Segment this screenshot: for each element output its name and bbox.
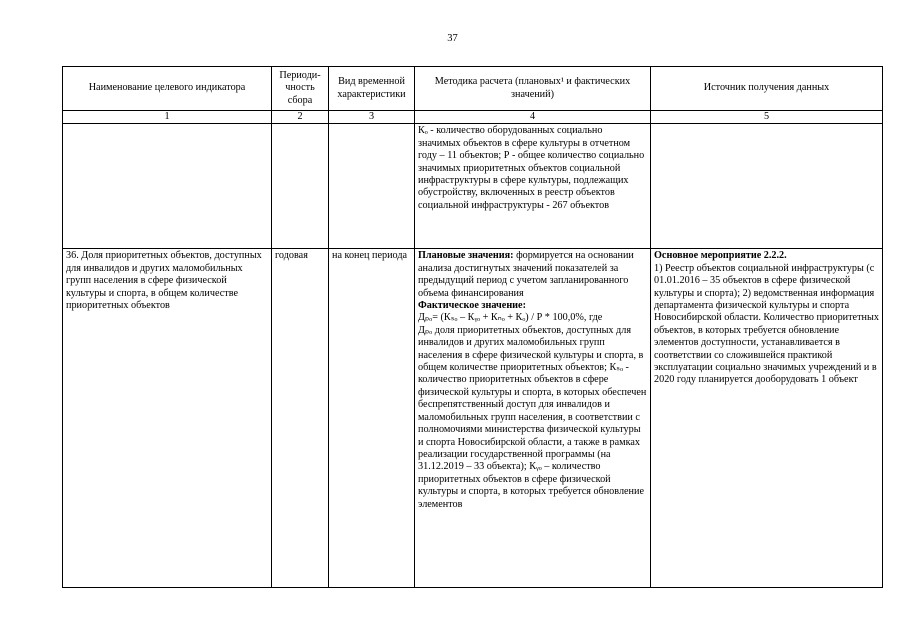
- table-row-indicator-36: [63, 249, 883, 588]
- column-number: 2: [272, 111, 329, 124]
- column-number: 4: [415, 111, 651, 124]
- column-number: 3: [329, 111, 415, 124]
- formula: Дₚₒ= (Кₛₒ – Кᵧₒ + Кₙₒ + Кₒ) / Р * 100,0%, где: [418, 312, 603, 324]
- method-continuation-text: Кₒ - количество оборудованных социально значимых объектов в сфере культуры в отчетном году – 11 объектов; Р - общее количество социально значимых приоритетных объектов социальной инфраструктуры в сфере культуры, подлежащих обустройству, включенных в реестр объектов социальной инфраструктуры - 267 объектов: [415, 124, 651, 249]
- header-data-source: Источник получения данных: [651, 67, 883, 111]
- table-cell: [329, 124, 415, 249]
- header-indicator-name: Наименование целевого индикатора: [63, 67, 272, 111]
- plan-label: Плановые значения:: [418, 250, 514, 262]
- time-characteristic: на конец периода: [329, 249, 415, 588]
- header-time-characteristic: Вид временной характеристики: [329, 67, 415, 111]
- header-calculation-method: Методика расчета (плановых¹ и фактических значений): [415, 67, 651, 111]
- calculation-method: [415, 249, 651, 588]
- main-activity-label: Основное мероприятие 2.2.2.: [654, 250, 787, 262]
- fact-text: Дₚₒ доля приоритетных объектов, доступных для инвалидов и других маломобильных групп населения в сфере физической культуры и спорта, в общем количестве приоритетных объектов; Кₛₒ - количество приоритетных объектов в сфере физической культуры и спорта, в которых обеспечен беспрепятственный доступ для инвалидов и маломобильных групп населения, в соответствии с полномочиями министерства физической культуры и спорта Новосибирской области, а также в рамках реализации государственной программы (на 31.12.2019 – 33 объекта); Кᵧₒ – количество приоритетных объектов в сфере физической культуры и спорта, в которых требуется обновление элементов: [418, 324, 647, 510]
- table-row-continuation: [63, 124, 883, 249]
- column-number: 5: [651, 111, 883, 124]
- data-source-text: 1) Реестр объектов социальной инфраструктуры (с 01.01.2016 – 35 объектов в сфере физической культуры и спорта); 2) ведомственная информация департамента физической культуры и спорта Новосибирской области. Количество приоритетных объектов, в которых требуется обновление элементов доступности, устанавливается в соответствии со сложившейся практикой эксплуатации социально значимых учреждений и в 2020 году планируется дооборудовать 1 объект: [654, 262, 879, 386]
- data-source: [651, 249, 883, 588]
- fact-label: Фактическое значение:: [418, 300, 526, 312]
- column-number: 1: [63, 111, 272, 124]
- indicator-name: 36. Доля приоритетных объектов, доступных для инвалидов и других маломобильных групп населения в сфере физической культуры и спорта, в общем количестве приоритетных объектов: [63, 249, 272, 588]
- table-header-row: [63, 67, 883, 111]
- header-periodicity: Периодичность сбора: [272, 67, 329, 111]
- page-number: 37: [447, 33, 458, 44]
- table-cell: [651, 124, 883, 249]
- periodicity: годовая: [272, 249, 329, 588]
- plan-text: формируется на основании анализа достигнутых значений показателей за предыдущий период с учетом запланированного объема финансирования: [418, 250, 634, 299]
- table-cell: [272, 124, 329, 249]
- indicator-table: [62, 66, 883, 588]
- table-cell: [63, 124, 272, 249]
- column-number-row: [63, 111, 883, 124]
